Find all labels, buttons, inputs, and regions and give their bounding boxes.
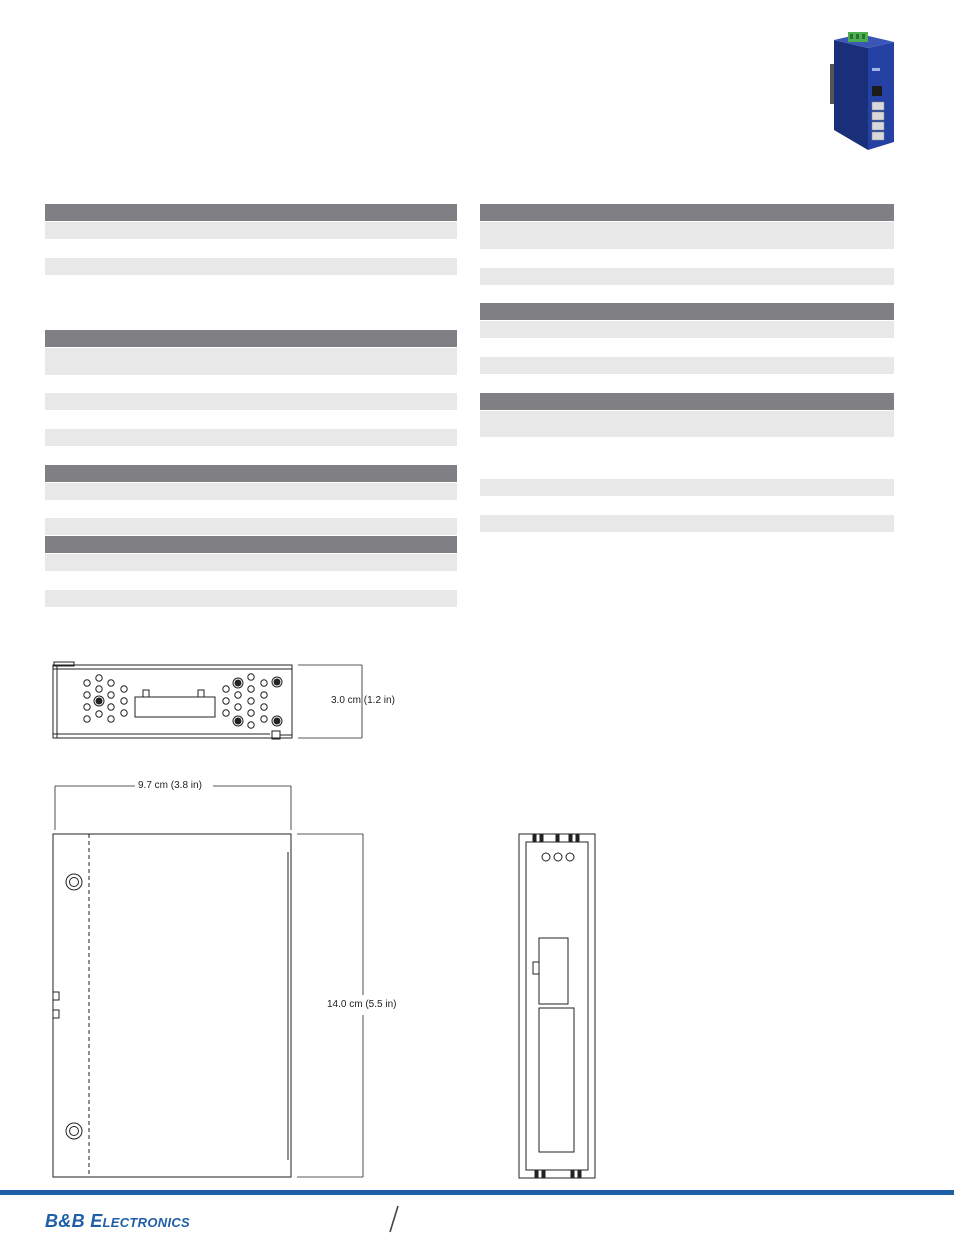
table-header xyxy=(480,204,894,221)
table-row xyxy=(480,411,894,437)
table-row xyxy=(480,222,894,249)
table-row xyxy=(45,554,457,571)
product-photo xyxy=(828,30,898,154)
top-view-height-label: 3.0 cm (1.2 in) xyxy=(331,695,395,706)
vent-holes-right xyxy=(223,674,282,728)
logo-bb: B&B xyxy=(45,1211,85,1231)
table-row xyxy=(480,357,894,374)
table-header xyxy=(45,465,457,482)
table-row xyxy=(480,479,894,496)
footer-bar xyxy=(0,1190,954,1195)
logo-rest: LECTRONICS xyxy=(102,1215,191,1230)
table-row xyxy=(480,321,894,338)
table-row xyxy=(45,258,457,275)
logo-e: E xyxy=(90,1211,103,1231)
vent-holes-left xyxy=(84,675,127,722)
brand-logo xyxy=(45,1209,190,1233)
front-width-label: 9.7 cm (3.8 in) xyxy=(138,780,202,791)
side-view-drawing xyxy=(515,830,600,1182)
table-header xyxy=(45,330,457,347)
table-header xyxy=(45,536,457,553)
table-header xyxy=(480,303,894,320)
table-row xyxy=(45,429,457,446)
table-row xyxy=(45,483,457,500)
table-row xyxy=(480,268,894,285)
table-row xyxy=(45,222,457,239)
top-view-drawing xyxy=(40,655,380,750)
front-view-drawing xyxy=(45,780,375,1185)
footer-slash-divider xyxy=(388,1205,400,1233)
front-height-label: 14.0 cm (5.5 in) xyxy=(327,999,397,1010)
table-header xyxy=(480,393,894,410)
table-row xyxy=(45,518,457,535)
table-row xyxy=(45,590,457,607)
table-header xyxy=(45,204,457,221)
din-rail-ethernet-switch-icon xyxy=(830,32,894,150)
table-row xyxy=(45,393,457,410)
table-row xyxy=(480,515,894,532)
table-row xyxy=(45,348,457,375)
